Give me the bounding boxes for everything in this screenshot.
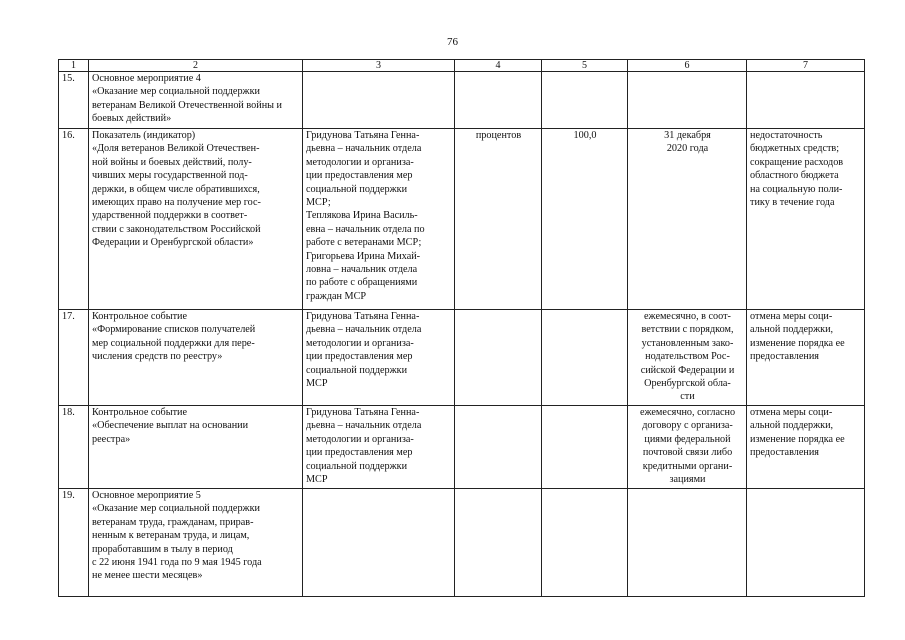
- column-header: 2: [89, 60, 303, 72]
- column-header: 1: [59, 60, 89, 72]
- measure-cell: Основное мероприятие 5 «Оказание мер социальной поддержки ветеранам труда, гражданам, прирав- ненным к ветеранам труда, и лицам, проработавшим в тылу в период с 22 июня 1941 года по 9 мая 1945 года не менее шести месяцев»: [89, 489, 303, 597]
- deadline-cell: [628, 489, 747, 597]
- measure-cell: Контрольное событие «Обеспечение выплат на основании реестра»: [89, 406, 303, 489]
- column-header: 5: [542, 60, 628, 72]
- deadline-cell: ежемесячно, в соот- ветствии с порядком, установленным зако- нодательством Рос- сийской Федерации и Оренбургской обла- сти: [628, 310, 747, 406]
- risks-cell: отмена меры соци- альной поддержки, изменение порядка ее предоставления: [747, 310, 865, 406]
- column-header: 3: [303, 60, 455, 72]
- responsible-cell: Гридунова Татьяна Генна- дьевна – начальник отдела методологии и организа- ции предоставления мер социальной поддержки МСР; Теплякова Ирина Василь- евна – начальник отдела по работе с ветеранами МСР; Григорьева Ирина Михай- ловна – начальник отдела по работе с обращениями граждан МСР: [303, 129, 455, 310]
- column-header: 6: [628, 60, 747, 72]
- page-number: 76: [447, 36, 458, 48]
- table-row: [59, 72, 865, 129]
- value-cell: [542, 72, 628, 129]
- value-cell: [542, 489, 628, 597]
- value-cell: [542, 406, 628, 489]
- unit-cell: [455, 406, 542, 489]
- responsible-cell: Гридунова Татьяна Генна- дьевна – начальник отдела методологии и организа- ции предоставления мер социальной поддержки МСР: [303, 406, 455, 489]
- measure-cell: Показатель (индикатор) «Доля ветеранов Великой Отечествен- ной войны и боевых действий, полу- чивших меры государственной под- держки, в общем числе обратившихся, имеющих право на получение мер гос- ударственной поддержки в соответ- ствии с законодательством Российской Федерации и Оренбургской области»: [89, 129, 303, 310]
- responsible-cell: Гридунова Татьяна Генна- дьевна – начальник отдела методологии и организа- ции предоставления мер социальной поддержки МСР: [303, 310, 455, 406]
- row-number: 18.: [59, 406, 89, 489]
- measure-cell: Контрольное событие «Формирование списков получателей мер социальной поддержки для пере- числения средств по реестру»: [89, 310, 303, 406]
- table-row: [59, 310, 865, 406]
- risks-cell: [747, 72, 865, 129]
- risks-cell: [747, 489, 865, 597]
- row-number: 15.: [59, 72, 89, 129]
- unit-cell: [455, 489, 542, 597]
- unit-cell: [455, 72, 542, 129]
- column-header: 7: [747, 60, 865, 72]
- value-cell: 100,0: [542, 129, 628, 310]
- header-row: [59, 60, 865, 72]
- deadline-cell: [628, 72, 747, 129]
- deadline-cell: 31 декабря 2020 года: [628, 129, 747, 310]
- measure-cell: Основное мероприятие 4 «Оказание мер социальной поддержки ветеранам Великой Отечественной войны и боевых действий»: [89, 72, 303, 129]
- table-row: [59, 129, 865, 310]
- value-cell: [542, 310, 628, 406]
- column-header: 4: [455, 60, 542, 72]
- plan-table: [58, 59, 865, 597]
- row-number: 16.: [59, 129, 89, 310]
- unit-cell: [455, 310, 542, 406]
- unit-cell: процентов: [455, 129, 542, 310]
- responsible-cell: [303, 489, 455, 597]
- row-number: 17.: [59, 310, 89, 406]
- responsible-cell: [303, 72, 455, 129]
- table-row: [59, 489, 865, 597]
- deadline-cell: ежемесячно, согласно договору с организа- циями федеральной почтовой связи либо кредитными органи- зациями: [628, 406, 747, 489]
- table-row: [59, 406, 865, 489]
- risks-cell: отмена меры соци- альной поддержки, изменение порядка ее предоставления: [747, 406, 865, 489]
- row-number: 19.: [59, 489, 89, 597]
- risks-cell: недостаточность бюджетных средств; сокращение расходов областного бюджета на социальную поли- тику в течение года: [747, 129, 865, 310]
